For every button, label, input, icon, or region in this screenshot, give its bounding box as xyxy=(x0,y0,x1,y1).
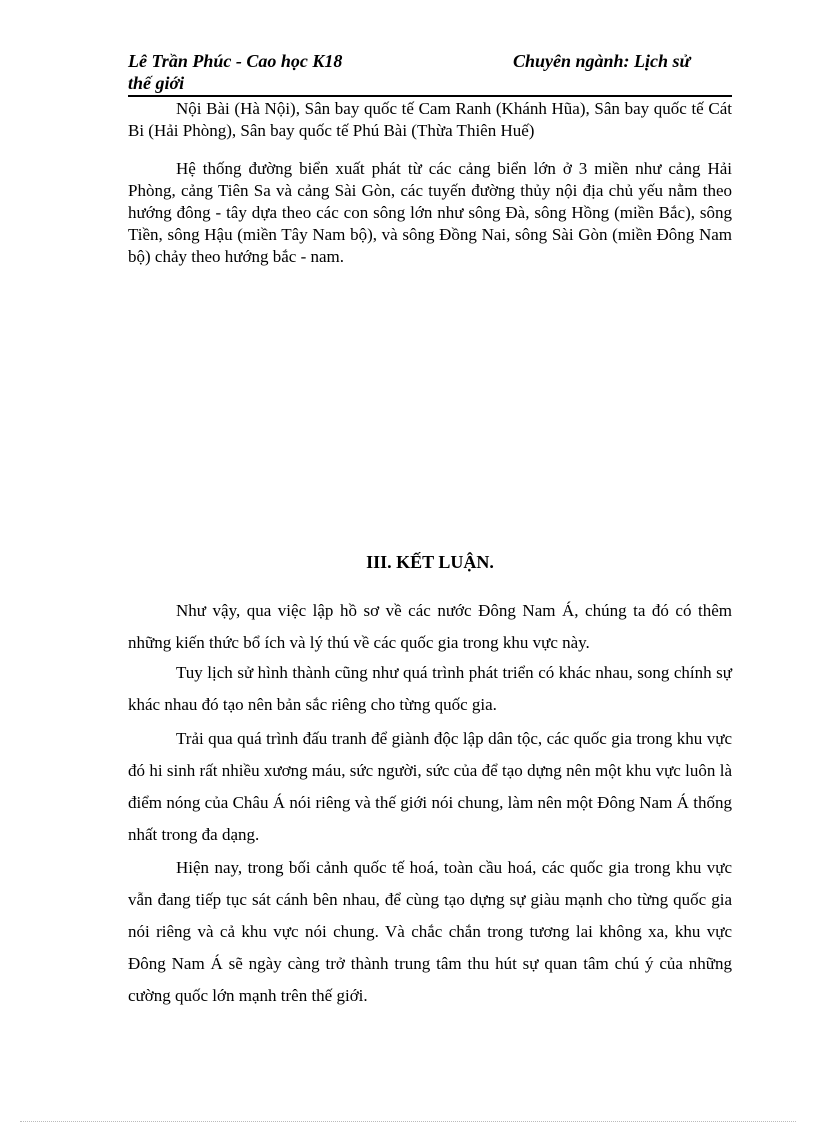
conclusion-paragraph-4: Hiện nay, trong bối cảnh quốc tế hoá, toàn cầu hoá, các quốc gia trong khu vực vẫn đang tiếp tục sát cánh bên nhau, để cùng tạo dựng sự giàu mạnh cho từng quốc gia nói riêng và cả khu vực nói chung. Và chắc chắn trong tương lai không xa, khu vực Đông Nam Á sẽ ngày càng trở thành trung tâm thu hút sự quan tâm chú ý của những cường quốc lớn mạnh trên thế giới. xyxy=(128,858,732,1005)
conclusion-paragraph-3: Trải qua quá trình đấu tranh để giành độc lập dân tộc, các quốc gia trong khu vực đó hi sinh rất nhiều xương máu, sức người, sức của để tạo dựng nên một khu vực luôn là điểm nóng của Châu Á nói riêng và thế giới nói chung, làm nên một Đông Nam Á thống nhất trong đa dạng. xyxy=(128,729,732,844)
header-divider xyxy=(128,95,732,97)
paragraph-airports: Nội Bài (Hà Nội), Sân bay quốc tế Cam Ranh (Khánh Hũa), Sân bay quốc tế Cát Bi (Hải Phòng), Sân bay quốc tế Phú Bài (Thừa Thiên Huế) xyxy=(128,99,732,140)
conclusion-paragraph-1: Như vậy, qua việc lập hồ sơ về các nước Đông Nam Á, chúng ta đó có thêm những kiến thức bổ ích và lý thú về các quốc gia trong khu vực này. xyxy=(128,601,732,652)
conclusion-paragraph-2: Tuy lịch sử hình thành cũng như quá trình phát triển có khác nhau, song chính sự khác nhau đó tạo nên bản sắc riêng cho từng quốc gia. xyxy=(128,663,732,714)
section-title-conclusion: III. KẾT LUẬN. xyxy=(366,552,494,572)
header-author: Lê Trần Phúc - Cao học K18 xyxy=(128,51,343,71)
header-major-continued: thế giới xyxy=(128,73,185,93)
page-bottom-border xyxy=(20,1121,796,1122)
paragraph-sea-routes: Hệ thống đường biển xuất phát từ các cảng biển lớn ở 3 miền như cảng Hải Phòng, cảng Tiên Sa và cảng Sài Gòn, các tuyến đường thủy nội địa chủ yếu nằm theo hướng đông - tây dựa theo các con sông lớn như sông Đà, sông Hồng (miền Bắc), sông Tiền, sông Hậu (miền Tây Nam bộ), và sông Đồng Nai, sông Sài Gòn (miền Đông Nam bộ) chảy theo hướng bắc - nam. xyxy=(128,159,732,266)
header-major: Chuyên ngành: Lịch sử xyxy=(513,51,691,71)
